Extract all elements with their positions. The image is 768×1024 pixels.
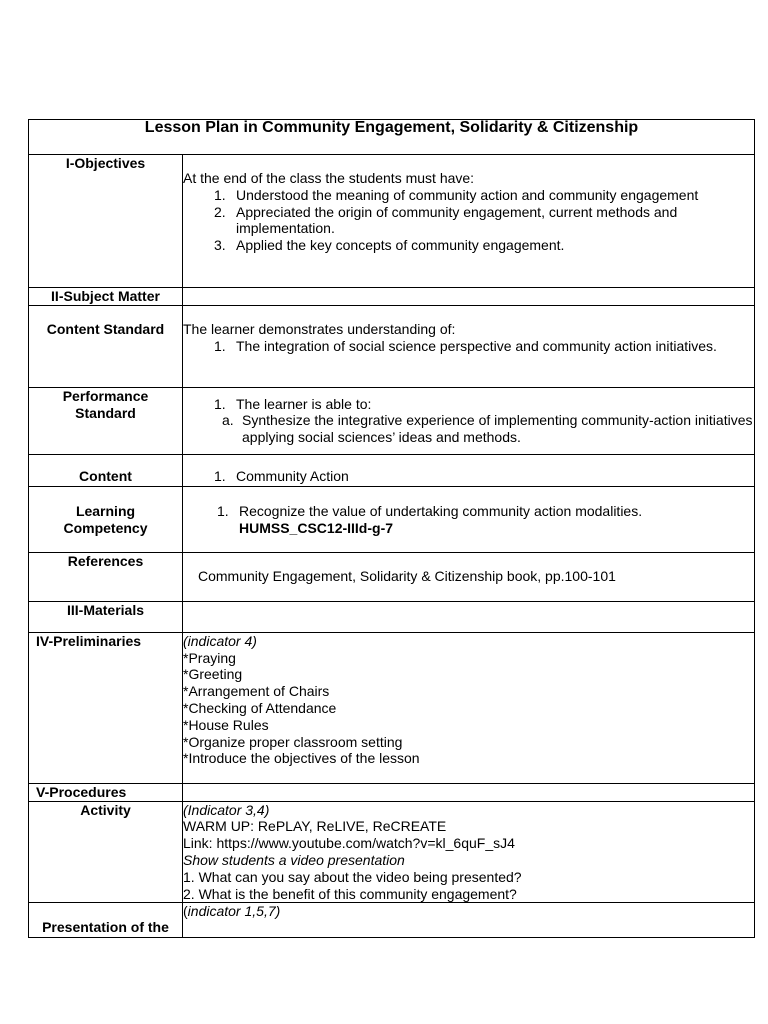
procedures-row [29, 783, 755, 801]
references-content [183, 552, 755, 601]
content-standard-row [29, 305, 755, 387]
lesson-plan-table [28, 119, 755, 938]
content-standard-label: Content Standard [29, 305, 183, 387]
learning-competency-text: Recognize the value of undertaking community action modalities. [239, 502, 643, 519]
learning-competency-content [183, 486, 755, 552]
subject-matter-row [29, 288, 755, 306]
objectives-intro: At the end of the class the students must have: [183, 170, 475, 186]
content-list [183, 468, 754, 485]
materials-row [29, 601, 755, 632]
activity-content [183, 801, 755, 903]
activity-indicator: (Indicator 3,4) [183, 801, 270, 818]
activity-label: Activity [29, 801, 183, 903]
references-label: References [29, 552, 183, 601]
procedures-content [183, 783, 755, 801]
preliminaries-line-4: *Checking of Attendance [183, 699, 337, 716]
preliminaries-line-6: *Organize proper classroom setting [183, 733, 403, 750]
document-title: Lesson Plan in Community Engagement, Solidarity & Citizenship [29, 120, 755, 155]
learning-competency-code: HUMSS_CSC12-IIId-g-7 [239, 519, 394, 536]
objectives-row [29, 155, 755, 288]
subject-matter-content [183, 288, 755, 306]
content-standard-item-1: The integration of social science perspective and community action initiatives. [236, 337, 717, 354]
content-standard-list [183, 338, 754, 355]
lesson-plan-document [28, 119, 754, 938]
preliminaries-indicator: (indicator 4) [183, 632, 257, 649]
presentation-indicator: indicator 1,5,7) [187, 903, 281, 920]
learning-competency-label [29, 486, 183, 552]
activity-warmup: WARM UP: RePLAY, ReLIVE, ReCREATE [183, 818, 447, 835]
preliminaries-content [183, 632, 755, 783]
objectives-label: I-Objectives [29, 155, 183, 288]
performance-standard-sublist [183, 412, 754, 446]
presentation-label: Presentation of the [29, 903, 183, 938]
activity-row [29, 801, 755, 903]
learning-competency-list [183, 503, 754, 537]
performance-standard-label [29, 387, 183, 454]
performance-standard-label-line-2: Standard [75, 404, 136, 421]
references-text: Community Engagement, Solidarity & Citizenship book, pp.100-101 [198, 568, 616, 585]
performance-standard-sub-item-a: a. Synthesize the integrative experience of implementing community-action initiatives applying social sciences’ ideas and methods. [242, 412, 754, 446]
objectives-content [183, 155, 755, 288]
title-row [29, 120, 755, 155]
content-label: Content [29, 454, 183, 486]
presentation-row [29, 903, 755, 938]
presentation-content [183, 903, 755, 938]
content-standard-content [183, 305, 755, 387]
content-content [183, 454, 755, 486]
objective-item-2: Appreciated the origin of community engagement, current methods and implementation. [236, 203, 678, 237]
materials-label: III-Materials [29, 601, 183, 632]
materials-content [183, 601, 755, 632]
learning-competency-label-line-1: Learning [75, 502, 136, 519]
content-row [29, 454, 755, 486]
objective-item-1: Understood the meaning of community action and community engagement [236, 186, 699, 203]
activity-question-1: 1. What can you say about the video being presented? [183, 868, 522, 885]
content-standard-intro: The learner demonstrates understanding of: [183, 320, 456, 337]
subject-matter-label: II-Subject Matter [29, 288, 183, 306]
performance-standard-label-line-1: Performance [62, 387, 149, 404]
preliminaries-label: IV-Preliminaries [29, 632, 183, 783]
preliminaries-line-5: *House Rules [183, 716, 269, 733]
references-row [29, 552, 755, 601]
preliminaries-line-2: *Greeting [183, 666, 243, 683]
preliminaries-line-3: *Arrangement of Chairs [183, 683, 330, 700]
activity-video-link: Link: https://www.youtube.com/watch?v=kl_6quF_sJ4 [183, 835, 515, 852]
procedures-label: V-Procedures [29, 783, 183, 801]
objectives-list [183, 187, 754, 254]
learning-competency-label-line-2: Competency [63, 519, 148, 536]
preliminaries-row [29, 632, 755, 783]
preliminaries-line-7: *Introduce the objectives of the lesson [183, 750, 420, 767]
activity-instruction: Show students a video presentation [183, 851, 405, 868]
performance-standard-content [183, 387, 755, 454]
content-item-1: Community Action [236, 468, 349, 484]
performance-standard-row [29, 387, 755, 454]
performance-standard-item-1: The learner is able to: [236, 395, 372, 412]
preliminaries-line-1: *Praying [183, 649, 236, 666]
presentation-indicator-open: ( [183, 903, 188, 920]
performance-standard-list [183, 396, 754, 413]
learning-competency-item-1 [239, 503, 754, 537]
learning-competency-row [29, 486, 755, 552]
objective-item-3: Applied the key concepts of community engagement. [236, 237, 565, 254]
activity-question-2: 2. What is the benefit of this community engagement? [183, 885, 517, 902]
